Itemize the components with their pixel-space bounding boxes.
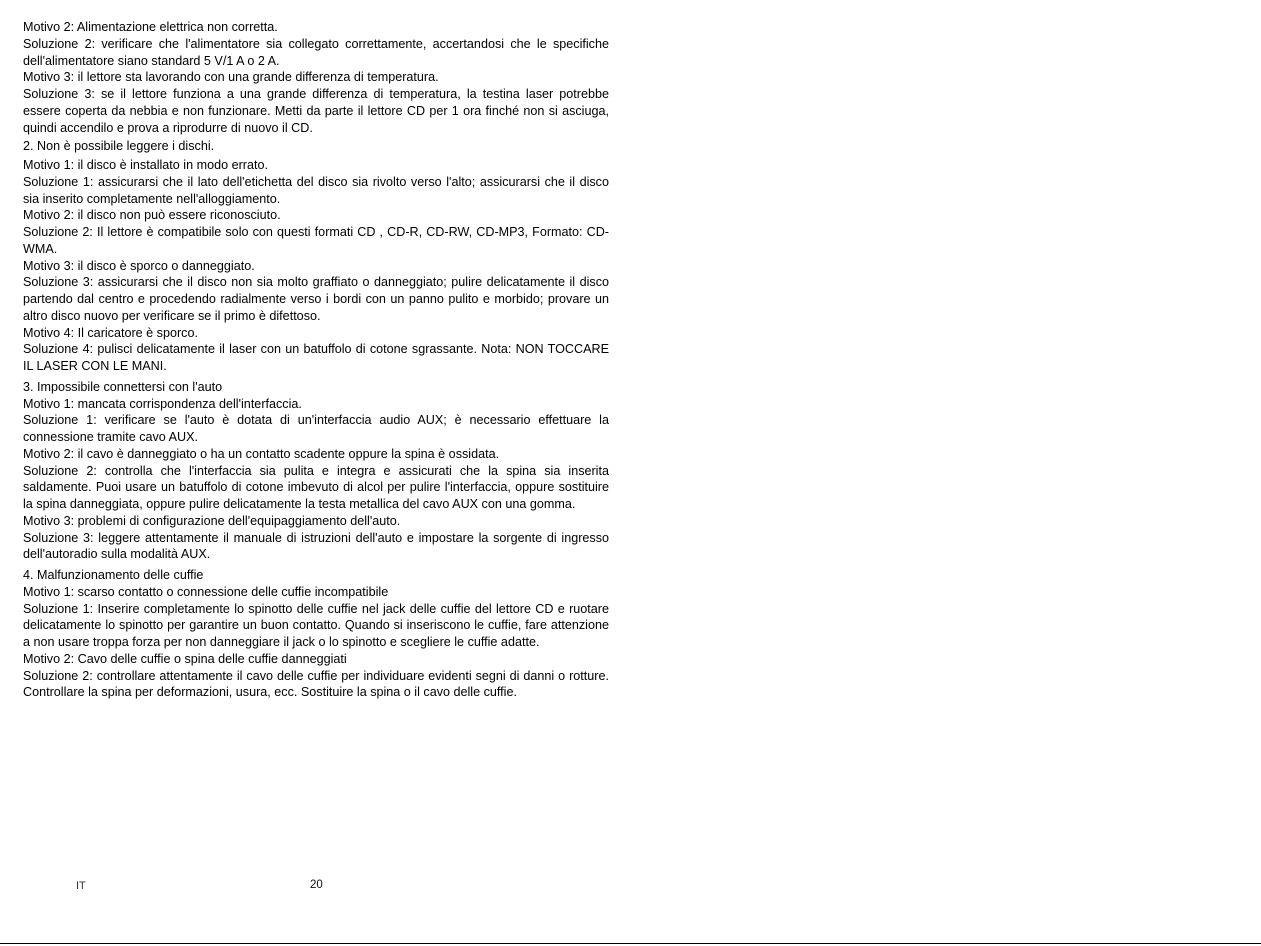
section-heading: 2. Non è possibile leggere i dischi. — [23, 139, 215, 154]
page-number: 20 — [310, 879, 323, 891]
section-heading: 3. Impossibile connettersi con l'auto — [23, 379, 223, 394]
bottom-divider — [0, 943, 1261, 944]
paragraph-soluzione: Soluzione 1: Inserire completamente lo spinotto delle cuffie nel jack delle cuffie del lettore CD e ruotare delicatamente lo spinotto per garantire un buon contatto. Quando si inseriscono le cuffie, fare attenzione a non usare troppa forza per non danneggiare il jack o lo spinotto e scegliere le cuffie adatte. — [23, 601, 609, 649]
paragraph-motivo: Motivo 2: Alimentazione elettrica non corretta. — [23, 20, 278, 34]
paragraph-soluzione: Soluzione 2: verificare che l'alimentatore sia collegato correttamente, accertandosi che le specifiche dell'alimentatore siano standard 5 V/1 A o 2 A. — [23, 36, 609, 68]
paragraph-soluzione: Soluzione 2: controllare attentamente il cavo delle cuffie per individuare evidenti segni di danni o rotture. Controllare la spina per deformazioni, usura, ecc. Sostituire la spina o il cavo delle cuffie. — [23, 668, 609, 700]
paragraph-soluzione: Soluzione 3: se il lettore funziona a una grande differenza di temperatura, la testina laser potrebbe essere coperta da nebbia e non funzionare. Metti da parte il lettore CD per 1 ora finché non si asciuga, quindi accendilo e prova a riprodurre di nuovo il CD. — [23, 87, 609, 135]
paragraph-soluzione: Soluzione 2: controlla che l'interfaccia sia pulita e integra e assicurati che la spina sia inserita saldamente. Puoi usare un batuffolo di cotone imbevuto di alcol per pulire l'interfaccia, oppure sostituire la spina danneggiata, oppure pulire delicatamente la testa metallica del cavo AUX con una gomma. — [23, 463, 609, 511]
paragraph-motivo: Motivo 2: il disco non può essere riconosciuto. — [23, 208, 281, 223]
paragraph-soluzione: Soluzione 1: assicurarsi che il lato dell'etichetta del disco sia rivolto verso l'alto; assicurarsi che il disco sia inserito completamente nell'alloggiamento. — [23, 174, 609, 206]
paragraph-soluzione: Soluzione 1: verificare se l'auto è dotata di un'interfaccia audio AUX; è necessario effettuare la connessione tramite cavo AUX. — [23, 413, 609, 444]
paragraph-motivo: Motivo 3: problemi di configurazione dell'equipaggiamento dell'auto. — [23, 513, 401, 528]
paragraph-soluzione: Soluzione 3: leggere attentamente il manuale di istruzioni dell'auto e impostare la sorgente di ingresso dell'autoradio sulla modalità AUX. — [23, 530, 609, 562]
section-heading: 4. Malfunzionamento delle cuffie — [23, 568, 204, 582]
paragraph-motivo: Motivo 4: Il caricatore è sporco. — [23, 325, 198, 340]
footer-language-code: IT — [76, 880, 86, 892]
paragraph-motivo: Motivo 3: il lettore sta lavorando con una grande differenza di temperatura. — [23, 70, 439, 85]
paragraph-soluzione: Soluzione 3: assicurarsi che il disco non sia molto graffiato o danneggiato; pulire delicatamente il disco partendo dal centro e procedendo radialmente verso i bordi con un panno pulito e morbido; provare un altro disco nuovo per verificare se il primo è difettoso. — [23, 275, 609, 323]
paragraph-motivo: Motivo 2: il cavo è danneggiato o ha un contatto scadente oppure la spina è ossidata. — [23, 446, 500, 461]
paragraph-motivo: Motivo 1: il disco è installato in modo errato. — [23, 158, 268, 172]
paragraph-motivo: Motivo 1: mancata corrispondenza dell'interfaccia. — [23, 396, 302, 411]
paragraph-motivo: Motivo 2: Cavo delle cuffie o spina delle cuffie danneggiati — [23, 651, 347, 666]
paragraph-soluzione: Soluzione 2: Il lettore è compatibile solo con questi formati CD , CD-R, CD-RW, CD-MP3, Formato: CD-WMA. — [23, 225, 609, 256]
manual-text-column — [23, 19, 609, 701]
paragraph-motivo: Motivo 3: il disco è sporco o danneggiato. — [23, 258, 255, 273]
paragraph-motivo: Motivo 1: scarso contatto o connessione delle cuffie incompatibile — [23, 584, 389, 599]
paragraph-soluzione: Soluzione 4: pulisci delicatamente il laser con un batuffolo di cotone sgrassante. Nota: NON TOCCARE IL LASER CON LE MANI. — [23, 342, 609, 373]
